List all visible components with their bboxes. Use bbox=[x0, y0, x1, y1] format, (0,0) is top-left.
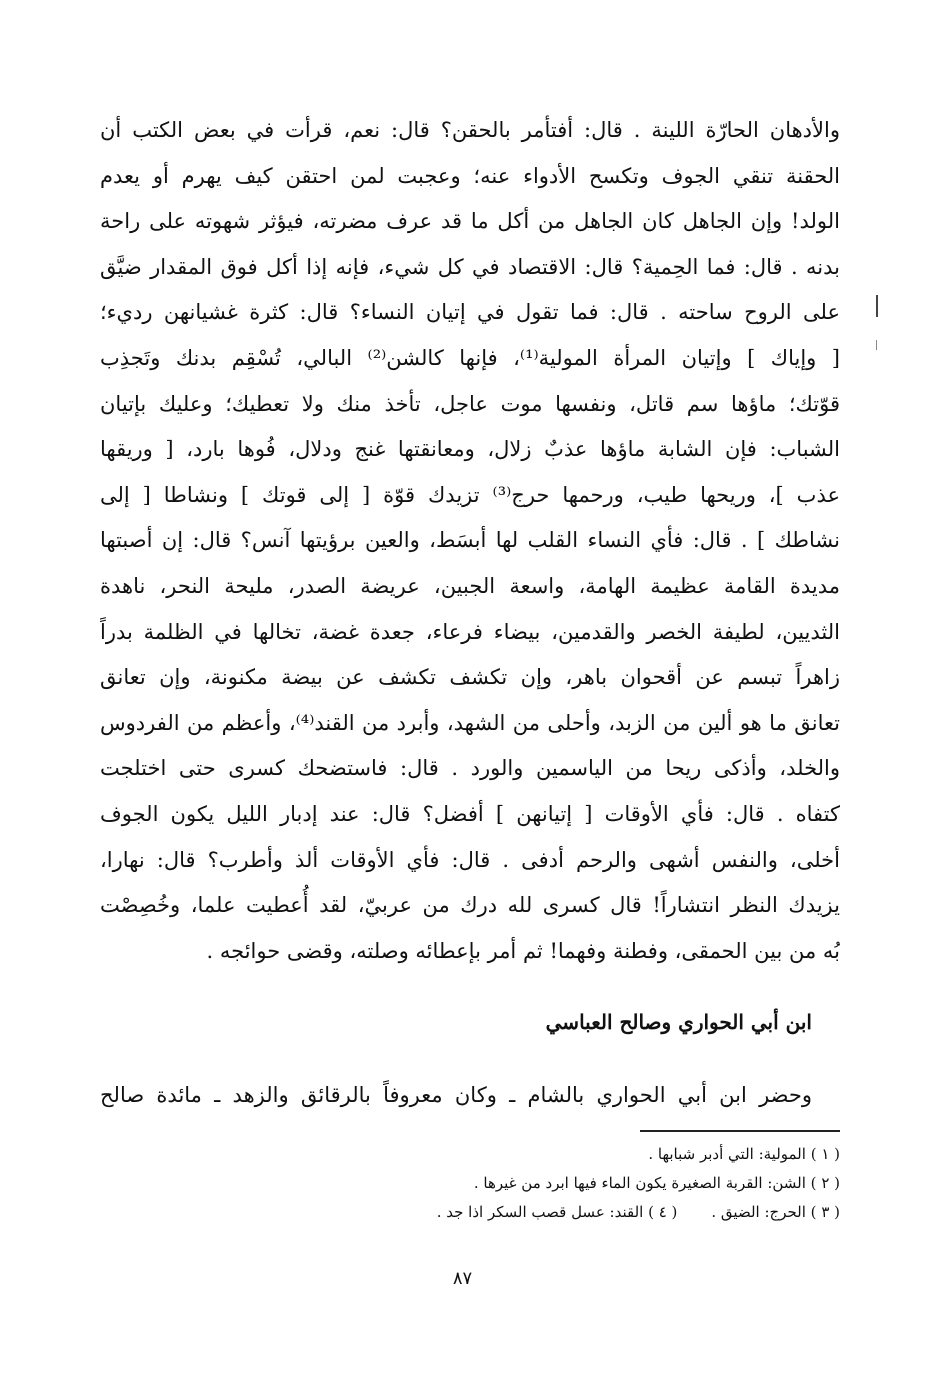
footnote-text: ( ١ ) المولية: التي أدبر شبابها . bbox=[648, 1145, 840, 1163]
footnote-2 bbox=[100, 1169, 840, 1198]
footnote-text: ( ٢ ) الشن: القربة الصغيرة يكون الماء فيها ابرد من غيرها . bbox=[473, 1174, 840, 1192]
text-line: [ وإياك ] وإتيان المرأة المولية⁽¹⁾، فإنها كالشن⁽²⁾ البالي، تُسْقِم بدنك وتَجذِب bbox=[100, 345, 840, 370]
text-line: الحقنة تنقي الجوف وتكسح الأدواء عنه؛ وعجبت لمن احتقن كيف يهرم أو يعدم bbox=[100, 163, 840, 188]
page-number: ٨٧ bbox=[452, 1268, 473, 1289]
footnote-text: ( ٣ ) الحرج: الضيق . bbox=[711, 1203, 840, 1221]
text-line: على الروح ساحته . قال: فما تقول في إتيان النساء؟ قال: كثرة غشيانهن رديء؛ bbox=[100, 300, 840, 325]
continuing-paragraph: وحضر ابن أبي الحواري بالشام ـ وكان معروفاً بالرقائق والزهد ـ مائدة صالح bbox=[100, 1083, 812, 1107]
text-line: تعانق ما هو ألين من الزبد، وأحلى من الشهد، وأبرد من القند⁽⁴⁾، وأعظم من الفردوس bbox=[100, 710, 840, 735]
text-line: كتفاه . قال: فأي الأوقات [ إتيانهن ] أفضل؟ قال: عند إدبار الليل يكون الجوف bbox=[100, 801, 840, 826]
footnote-text: ( ٤ ) القند: عسل قصب السكر اذا جد . bbox=[436, 1203, 678, 1221]
text-line: الولد! وإن الجاهل كان الجاهل من أكل ما قد عرف مضرته، فيؤثر شهوته على راحة bbox=[100, 209, 840, 234]
section-heading: ابن أبي الحواري وصالح العباسي bbox=[545, 1010, 812, 1034]
main-text bbox=[100, 108, 840, 974]
text-line: مديدة القامة عظيمة الهامة، واسعة الجبين، عريضة الصدر، مليحة النحر، ناهدة bbox=[100, 573, 840, 598]
text-line: الشباب: فإن الشابة ماؤها عذبٌ زلال، ومعانقتها غنج ودلال، فُوها بارد، [ وريقها bbox=[100, 437, 840, 462]
text-line: الثديين، لطيفة الخصر والقدمين، بيضاء فرعاء، جعدة غضة، تخالها في الظلمة بدراً bbox=[100, 619, 840, 644]
footnote-1 bbox=[100, 1140, 840, 1169]
text-line: بدنه . قال: فما الحِمية؟ قال: الاقتصاد في كل شيء، فإنه إذا أكل فوق المقدار ضيَّق bbox=[100, 254, 840, 279]
footnotes bbox=[100, 1140, 840, 1227]
text-line: أخلى، والنفس أشهى والرحم أدفى . قال: فأي الأوقات ألذ وأطرب؟ قال: نهارا، bbox=[100, 847, 840, 872]
text-line: بُه من بين الحمقى، وفطنة وفهما! ثم أمر بإعطائه وصلته، وقضى حوائجه . bbox=[206, 938, 840, 963]
text-line: نشاطك ] . قال: فأي النساء القلب لها أبسَط، والعين برؤيتها آنس؟ قال: إن أصبتها bbox=[100, 528, 840, 553]
footnote-3-4 bbox=[100, 1198, 840, 1227]
text-line: عذب ]، وريحها طيب، ورحمها حرج⁽³⁾ تزيدك قوّة [ إلى قوتك ] ونشاطا [ إلى bbox=[100, 482, 840, 507]
footnote-divider bbox=[640, 1130, 840, 1132]
margin-mark bbox=[876, 340, 877, 350]
text-line: والأدهان الحارّة اللينة . قال: أفتأمر بالحقن؟ قال: نعم، قرأت في بعض الكتب أن bbox=[100, 118, 840, 142]
text-line: يزيدك النظر انتشاراً! قال كسرى لله درك من عربيّ، لقد أُعطيت علما، وخُصِصْت bbox=[100, 893, 840, 918]
text-line: قوّتك؛ ماؤها سم قاتل، ونفسها موت عاجل، تأخذ منك ولا تعطيك؛ وعليك بإتيان bbox=[100, 391, 840, 416]
text-line: والخلد، وأذكى ريحا من الياسمين والورد . قال: فاستضحك كسرى حتى اختلجت bbox=[100, 756, 840, 781]
margin-mark bbox=[876, 295, 878, 317]
text-line: زاهراً تبسم عن أقحوان باهر، وإن تكشف تكشف عن بيضة مكنونة، وإن تعانق bbox=[100, 665, 840, 690]
